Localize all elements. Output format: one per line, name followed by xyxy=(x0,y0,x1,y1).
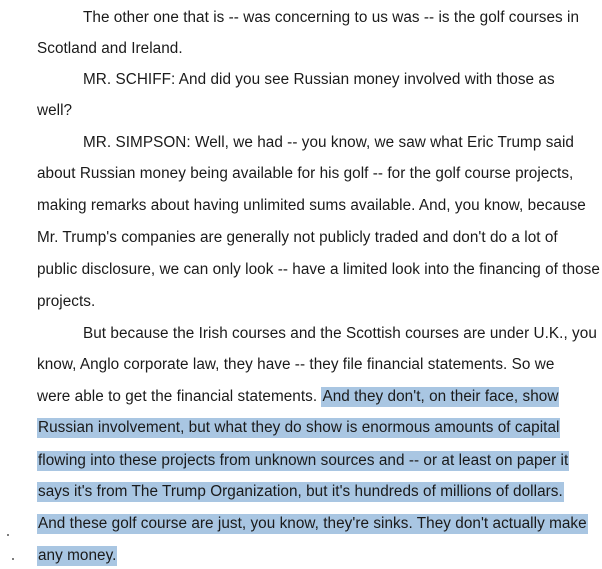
transcript-line: MR. SIMPSON: Well, we had -- you know, we saw what Eric Trump said xyxy=(83,134,574,151)
highlighted-text-segment: Russian involvement, but what they do show is enormous amounts of capital xyxy=(38,419,560,436)
transcript-line xyxy=(37,418,560,438)
highlighted-text-segment: And these golf course are just, you know, they're sinks. They don't actually make xyxy=(38,515,587,532)
transcript-line xyxy=(37,451,569,471)
transcript-line: But because the Irish courses and the Scottish courses are under U.K., you xyxy=(83,325,597,342)
highlighted-text-segment: any money. xyxy=(38,547,117,564)
transcript-line: Scotland and Ireland. xyxy=(37,40,183,57)
transcript-line: public disclosure, we can only look -- have a limited look into the financing of those xyxy=(37,261,600,278)
transcript-line xyxy=(37,387,559,407)
highlighted-text-segment: says it's from The Trump Organization, but it's hundreds of millions of dollars. xyxy=(38,483,563,500)
transcript-line: about Russian money being available for his golf -- for the golf course projects, xyxy=(37,165,574,182)
transcript-line: The other one that is -- was concerning to us was -- is the golf courses in xyxy=(83,9,580,26)
plain-text-segment: were able to get the financial statements. xyxy=(37,388,322,405)
transcript-line: projects. xyxy=(37,293,96,310)
highlighted-text-segment: And they don't, on their face, show xyxy=(322,388,559,405)
transcript-line: making remarks about having unlimited sums available. And, you know, because xyxy=(37,197,586,214)
transcript-line xyxy=(37,546,117,566)
transcript-line: Mr. Trump's companies are generally not publicly traded and don't do a lot of xyxy=(37,229,558,246)
transcript-line: well? xyxy=(37,102,73,119)
transcript-line xyxy=(37,482,564,502)
transcript-line: MR. SCHIFF: And did you see Russian money involved with those as xyxy=(83,71,555,88)
highlighted-text-segment: flowing into these projects from unknown sources and -- or at least on paper it xyxy=(38,452,569,469)
transcript-line: know, Anglo corporate law, they have -- they file financial statements. So we xyxy=(37,356,555,373)
scan-speck xyxy=(7,534,9,536)
transcript-line xyxy=(37,514,588,534)
scan-speck xyxy=(12,558,14,560)
